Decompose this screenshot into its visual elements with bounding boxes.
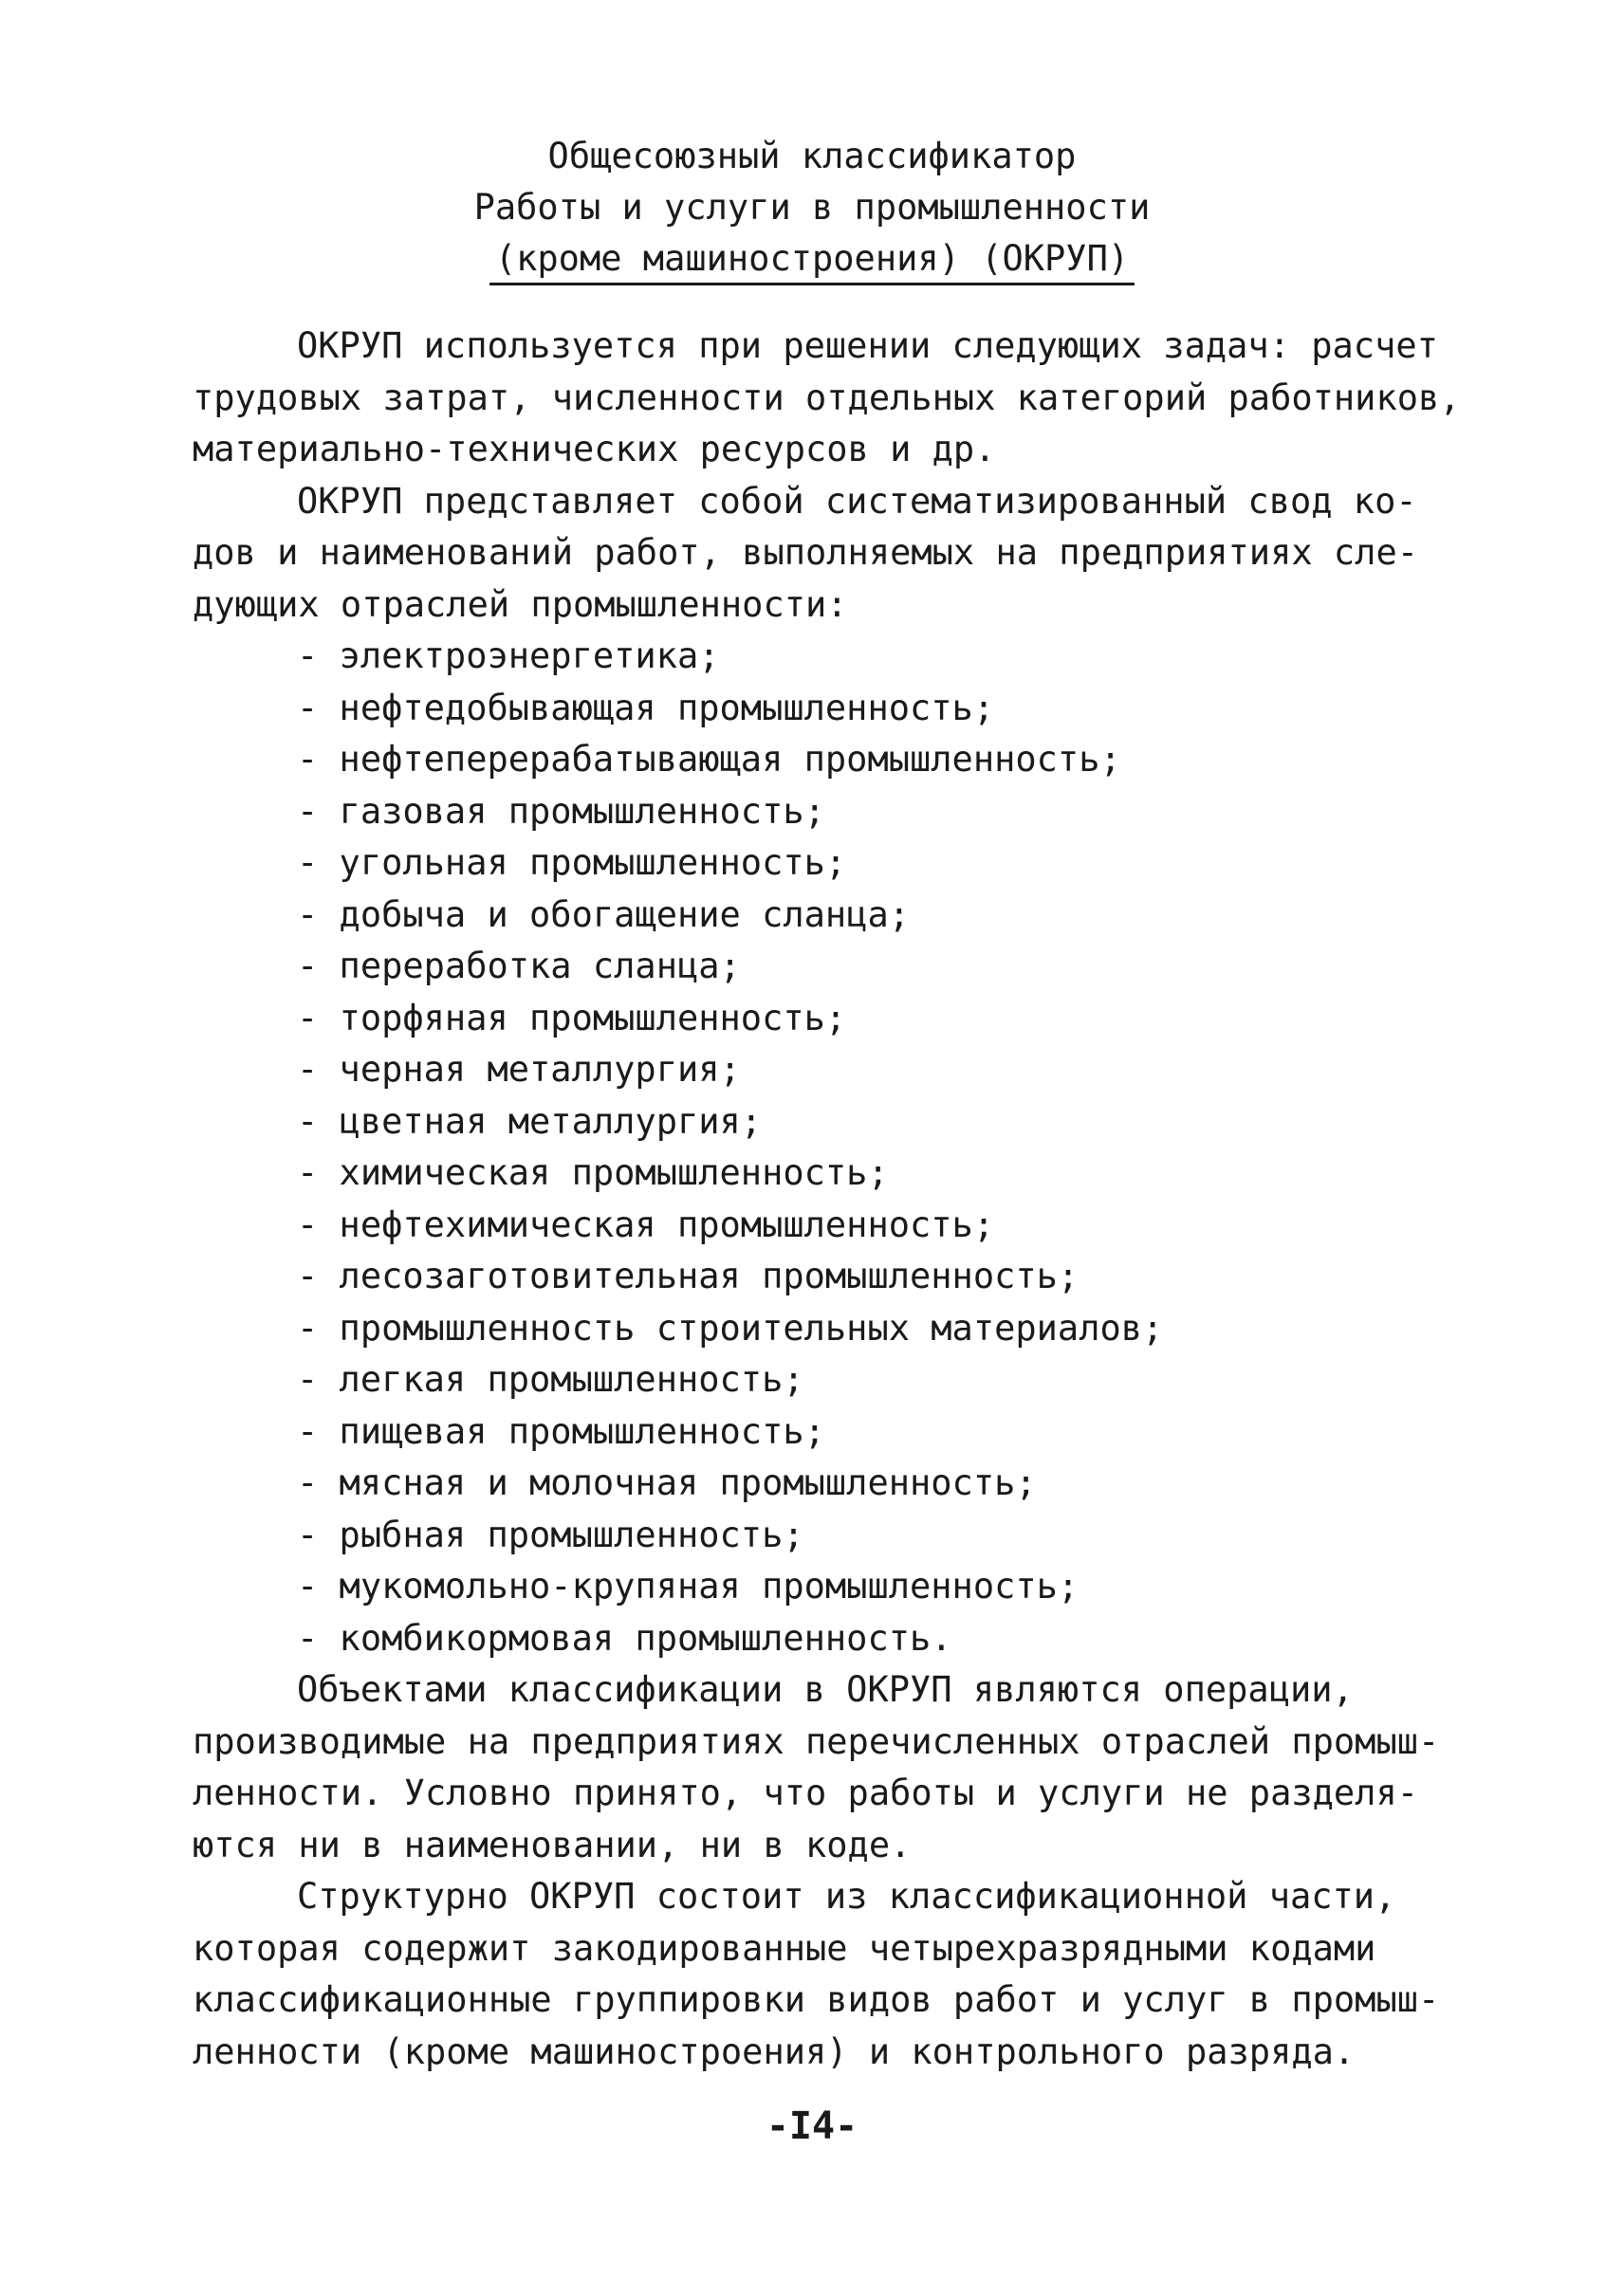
list-item: - химическая промышленность; bbox=[297, 1152, 889, 1193]
list-item: - комбикормовая промышленность. bbox=[297, 1617, 952, 1659]
paragraph-line: производимые на предприятиях перечисленных отраслей промыш- bbox=[193, 1720, 1440, 1762]
document-body bbox=[193, 321, 1461, 2078]
list-item: - нефтеперерабатывающая промышленность; bbox=[297, 739, 1121, 780]
list-item: - лесозаготовительная промышленность; bbox=[297, 1256, 1080, 1296]
list-item: - угольная промышленность; bbox=[297, 842, 847, 883]
list-item: - электроэнергетика; bbox=[297, 635, 720, 676]
title-line-underlined bbox=[0, 233, 1624, 285]
paragraph-line: Объектами классификации в ОКРУП являются операции, bbox=[297, 1669, 1354, 1710]
list-item: - нефтехимическая промышленность; bbox=[297, 1203, 995, 1245]
list-item: - рыбная промышленность; bbox=[297, 1514, 804, 1555]
list-item: - переработка сланца; bbox=[297, 946, 741, 986]
paragraph-line: классификационные группировки видов работ и услуг в промыш- bbox=[193, 1979, 1440, 2020]
paragraph-line: ОКРУП используется при решении следующих задач: расчет bbox=[297, 325, 1438, 366]
list-item: - нефтедобывающая промышленность; bbox=[297, 687, 995, 728]
list-item: - торфяная промышленность; bbox=[297, 997, 847, 1038]
paragraph-line: материально-технических ресурсов и др. bbox=[193, 429, 996, 469]
list-item: - мукомольно-крупяная промышленность; bbox=[297, 1566, 1080, 1607]
paragraph-line: ленности. Условно принято, что работы и услуги не разделя- bbox=[193, 1773, 1419, 1813]
paragraph-line: дующих отраслей промышленности: bbox=[193, 583, 848, 625]
document-title bbox=[0, 131, 1624, 285]
title-line: Работы и услуги в промышленности bbox=[473, 187, 1151, 228]
paragraph-line: ОКРУП представляет собой систематизированный свод ко- bbox=[297, 480, 1417, 522]
paragraph-line: ленности (кроме машиностроения) и контрольного разряда. bbox=[193, 2030, 1356, 2072]
list-item: - черная металлургия; bbox=[297, 1049, 741, 1090]
paragraph-line: которая содержит закодированные четырехразрядными кодами bbox=[193, 1927, 1376, 1969]
paragraph-line: трудовых затрат, численности отдельных категорий работников, bbox=[193, 377, 1461, 418]
title-line: Общесоюзный классификатор bbox=[547, 136, 1077, 176]
paragraph-line: дов и наименований работ, выполняемых на предприятиях сле- bbox=[193, 532, 1419, 573]
list-item: - легкая промышленность; bbox=[297, 1359, 804, 1400]
list-item: - промышленность строительных материалов; bbox=[297, 1307, 1164, 1349]
list-item: - добыча и обогащение сланца; bbox=[297, 893, 911, 935]
title-underlined-text: (кроме машиностроения) (ОКРУП) bbox=[489, 238, 1135, 285]
list-item: - пищевая промышленность; bbox=[297, 1410, 825, 1452]
page-number: -I4- bbox=[766, 2104, 858, 2148]
list-item: - цветная металлургия; bbox=[297, 1100, 763, 1142]
list-item: - мясная и молочная промышленность; bbox=[297, 1462, 1037, 1503]
paragraph-line: ются ни в наименовании, ни в коде. bbox=[193, 1824, 912, 1865]
paragraph-line: Структурно ОКРУП состоит из классификационной части, bbox=[297, 1876, 1396, 1917]
list-item: - газовая промышленность; bbox=[297, 790, 825, 832]
